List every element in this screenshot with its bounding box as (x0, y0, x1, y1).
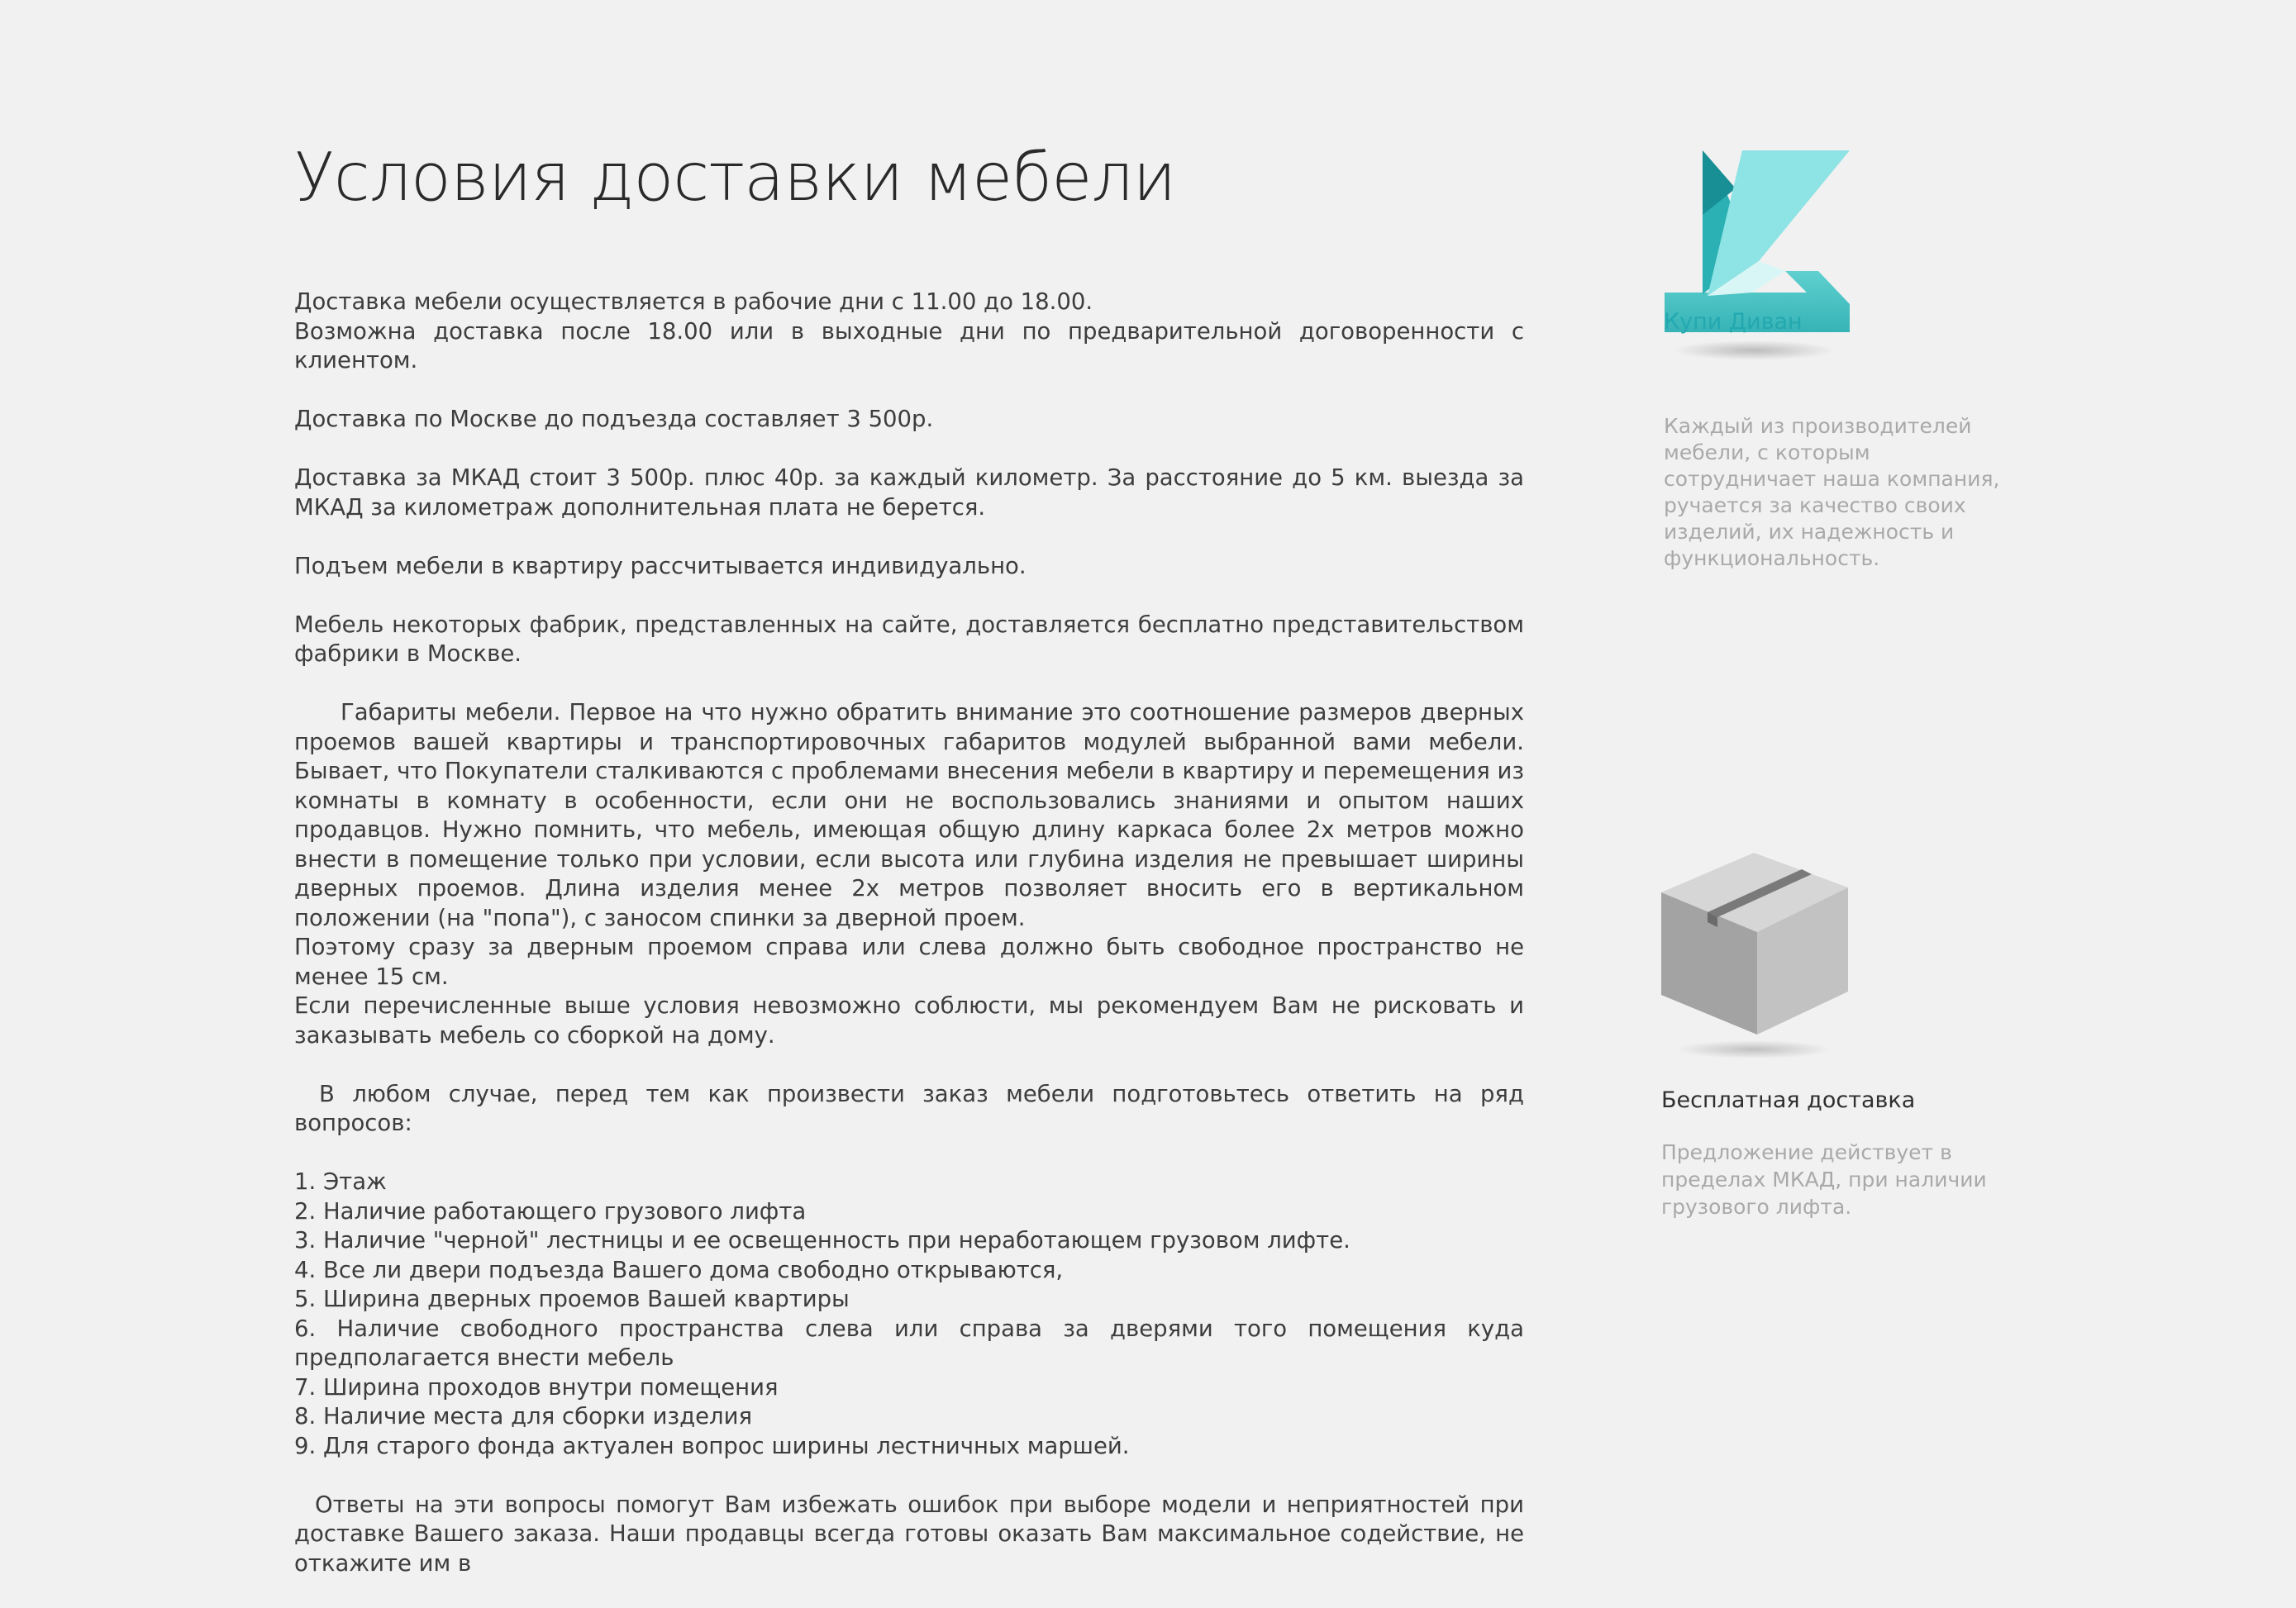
delivery-title: Бесплатная доставка (1661, 1087, 1916, 1113)
list-item: 4. Все ли двери подъезда Вашего дома свободно открываются, (294, 1256, 1064, 1283)
list-item: 2. Наличие работающего грузового лифта (294, 1197, 807, 1225)
paragraph-dimensions (294, 698, 1524, 1050)
free-space-text: Поэтому сразу за дверным проемом справа или слева должно быть свободное пространство не менее 15 см. (294, 934, 1524, 990)
paragraph-mkad-price: Доставка за МКАД стоит 3 500р. плюс 40р. за каждый километр. За расстояние до 5 км. выезда за МКАД за километраж дополнительная плата не берется. (294, 464, 1524, 521)
brand-description: Каждый из производителей мебели, с которым сотрудничает наша компания, ручается за качество своих изделий, их надежность и функциональность. (1664, 414, 2000, 570)
list-item: 3. Наличие "черной" лестницы и ее освещенность при неработающем грузовом лифте. (294, 1227, 1350, 1254)
paragraph-hours (294, 288, 1524, 376)
delivery-description: Предложение действует в пределах МКАД, при наличии грузового лифта. (1661, 1140, 1987, 1219)
paragraph-free-delivery-factories: Мебель некоторых фабрик, представленных на сайте, доставляется бесплатно представительством фабрики в Москве. (294, 611, 1524, 667)
list-item: 8. Наличие места для сборки изделия (294, 1403, 753, 1430)
list-item: 6. Наличие свободного пространства слева или справа за дверями того помещения куда предполагается внести мебель (294, 1315, 1524, 1371)
paragraph-moscow-price: Доставка по Москве до подъезда составляет 3 500р. (294, 406, 934, 432)
questions-list (294, 1168, 1524, 1461)
list-item: 7. Ширина проходов внутри помещения (294, 1373, 779, 1401)
article-body (294, 288, 1524, 1578)
free-delivery-block (1661, 841, 2025, 1219)
hours-text: Доставка мебели осуществляется в рабочие дни с 11.00 до 18.00. (294, 288, 1093, 315)
brand-name-link[interactable]: Купи Диван (1664, 309, 1803, 335)
extra-hours-text: Возможна доставка после 18.00 или в выходные дни по предварительной договоренности с клиентом. (294, 317, 1524, 373)
list-item: 9. Для старого фонда актуален вопрос ширины лестничных маршей. (294, 1432, 1130, 1459)
box-icon (1661, 841, 1856, 1064)
paragraph-lifting: Подъем мебели в квартиру рассчитывается индивидуально. (294, 552, 1027, 579)
dimensions-text: Габариты мебели. Первое на что нужно обратить внимание это соотношение размеров дверных проемов вашей квартиры и транспортировочных габаритов модулей выбранной вами мебели. Бывает, что Покупатели сталкиваются с проблемами внесения мебели в квартиру и перемещения из комнаты в комнату в особенности, если они не воспользовались знаниями и опытом наших продавцов. Нужно помнить, что мебель, имеющая общую длину каркаса более 2х метров можно внести в помещение только при условии, если высота или глубина изделия не превышает ширины дверных проемов. Длина изделия менее 2х метров позволяет вносить его в вертикальном положении (на "попа"), с заносом спинки за дверной проем. (294, 699, 1524, 931)
main-content (294, 132, 1524, 1608)
cut-off-header-text (909, 0, 1488, 2)
list-item: 5. Ширина дверных проемов Вашей квартиры (294, 1286, 850, 1312)
sidebar (1661, 147, 2025, 1219)
brand-block (1661, 147, 2025, 570)
paragraph-answers: Ответы на эти вопросы помогут Вам избежать ошибок при выборе модели и неприятностей при доставке Вашего заказа. Наши продавцы всегда готовы оказать Вам максимальное содействие, не откажите им в (294, 1491, 1524, 1577)
kupi-divan-logo-icon[interactable] (1661, 147, 1851, 370)
list-item: 1. Этаж (294, 1168, 387, 1195)
paragraph-questions-intro: В любом случае, перед тем как произвести заказ мебели подготовьтесь ответить на ряд вопросов: (294, 1080, 1524, 1136)
recommendation-text: Если перечисленные выше условия невозможно соблюсти, мы рекомендуем Вам не рисковать и заказывать мебель со сборкой на дому. (294, 992, 1524, 1049)
page-title: Условия доставки мебели (294, 139, 1176, 216)
